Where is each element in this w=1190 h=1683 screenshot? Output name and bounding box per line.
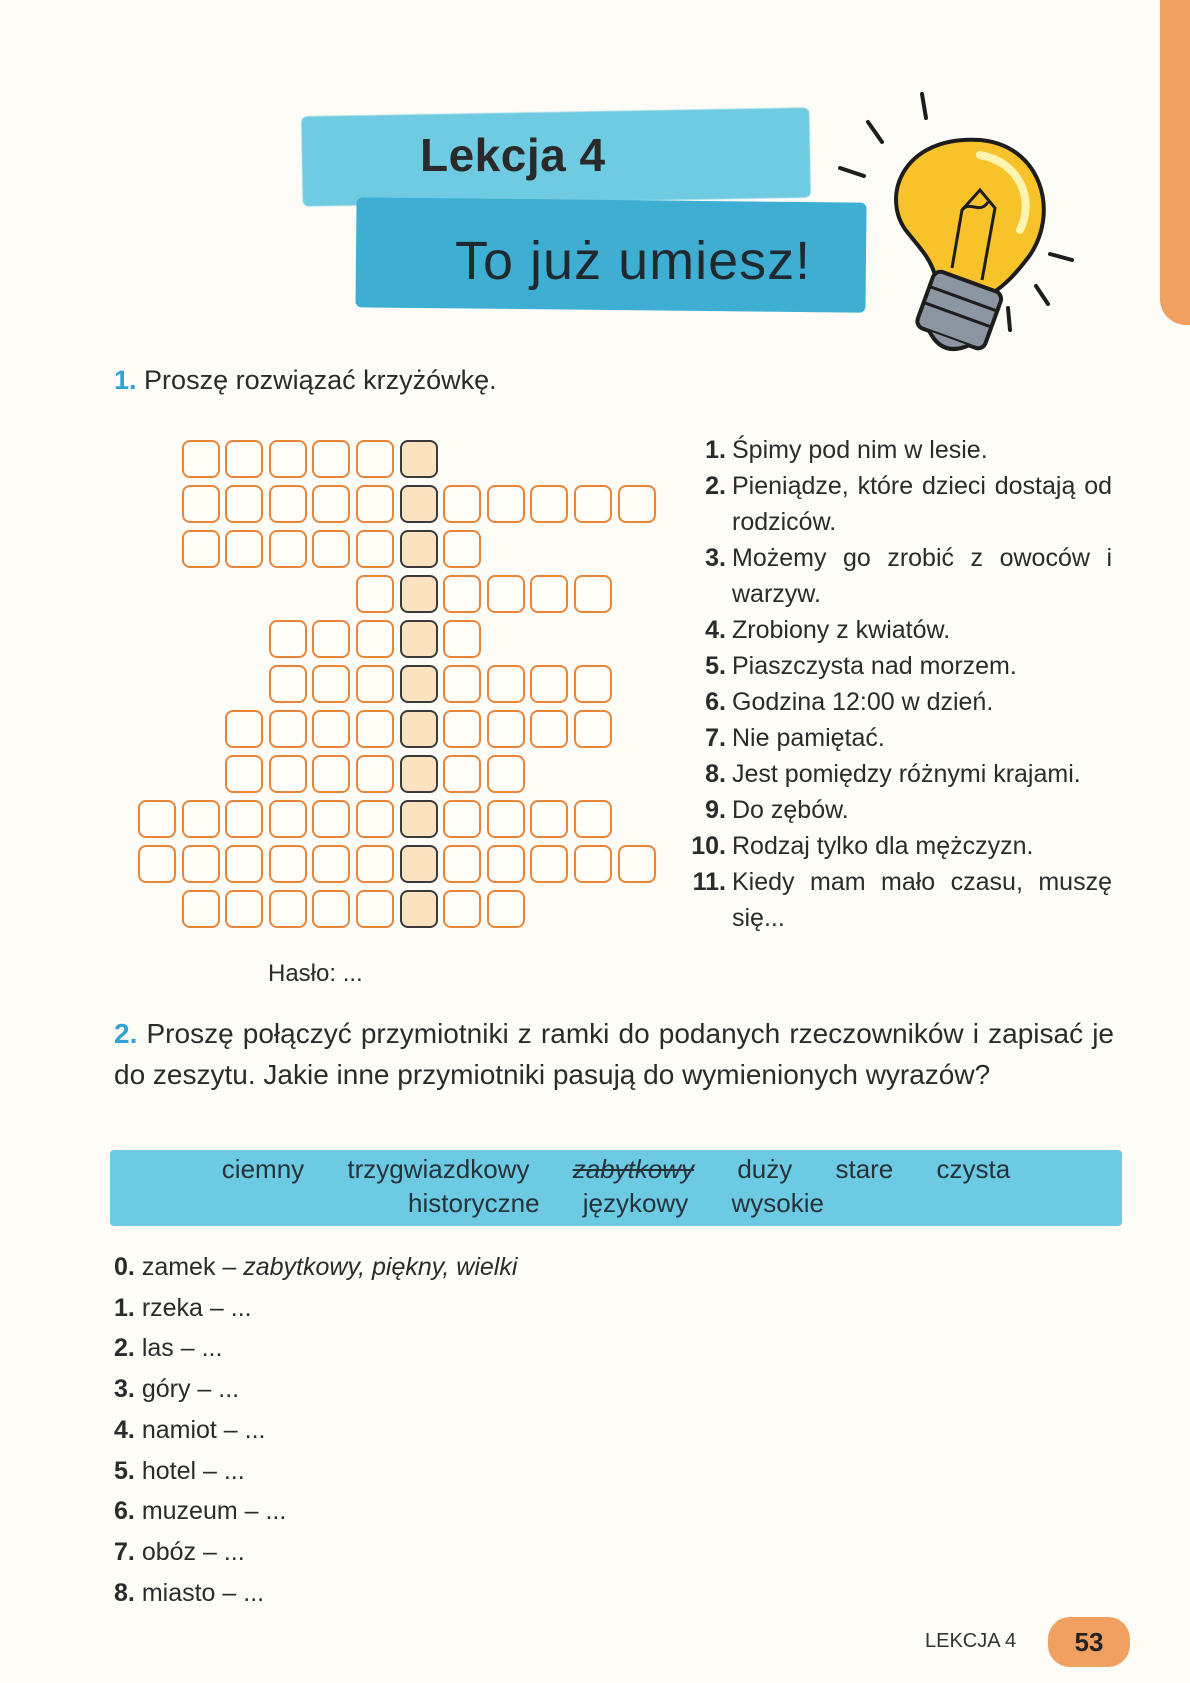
item-answer: ... [265,1497,287,1526]
crossword-cell[interactable] [225,530,263,568]
clue-number: 10. [691,832,726,860]
exercise-1-title [114,360,497,400]
clue-text: Piaszczysta nad morzem. [732,652,1017,680]
crossword-cell[interactable] [356,890,394,928]
crossword-key-cell[interactable] [400,485,438,523]
noun-item [114,1328,517,1369]
crossword-cell[interactable] [574,845,612,883]
clue-text: Pieniądze, które dzieci dostają od rodziców. [732,472,1112,536]
word-box-item: trzygwiazdkowy [347,1154,530,1184]
crossword-key-cell[interactable] [400,440,438,478]
clue-item [680,432,1112,468]
clue-number: 7. [705,724,726,752]
item-noun: obóz – [141,1537,217,1566]
crossword-key-cell[interactable] [400,890,438,928]
crossword-cell[interactable] [443,485,481,523]
crossword-cell[interactable] [312,755,350,793]
word-box-row-2 [110,1188,1122,1219]
crossword-key-cell[interactable] [400,575,438,613]
crossword-key-cell[interactable] [400,710,438,748]
crossword-cell[interactable] [618,845,656,883]
crossword-cell[interactable] [269,710,307,748]
crossword-cell[interactable] [182,890,220,928]
crossword-cell[interactable] [312,440,350,478]
noun-item [114,1369,517,1410]
crossword-key-cell[interactable] [400,845,438,883]
clue-text: Zrobiony z kwiatów. [732,616,951,644]
noun-item [114,1532,517,1573]
clue-number: 11. [692,868,726,896]
crossword-cell[interactable] [487,800,525,838]
word-box-item: ciemny [221,1154,305,1184]
crossword-cell[interactable] [269,485,307,523]
clue-text: Godzina 12:00 w dzień. [732,688,994,716]
clue-number: 4. [705,616,726,644]
noun-item [114,1491,517,1532]
crossword-cell[interactable] [269,665,307,703]
clue-text: Kiedy mam mało czasu, muszę się... [732,868,1112,932]
item-noun: miasto – [141,1578,237,1607]
crossword-cell[interactable] [356,755,394,793]
crossword-cell[interactable] [356,620,394,658]
exercise-2-title [114,1013,1114,1095]
crossword-key-cell[interactable] [400,755,438,793]
crossword-cell[interactable] [487,575,525,613]
clue-text: Śpimy pod nim w lesie. [732,436,988,464]
crossword-cell[interactable] [530,485,568,523]
item-noun: zamek – [141,1253,237,1281]
crossword-cell[interactable] [269,845,307,883]
crossword-cell[interactable] [356,800,394,838]
exercise-1-instruction: Proszę rozwiązać krzyżówkę. [144,365,497,395]
crossword-cell[interactable] [138,845,176,883]
word-box-item: stare [835,1154,894,1184]
crossword-cell[interactable] [225,710,263,748]
crossword-cell[interactable] [312,800,350,838]
crossword-cell[interactable] [312,710,350,748]
crossword-cell[interactable] [487,665,525,703]
clue-item [680,468,1112,540]
item-answer: ... [201,1334,223,1363]
word-box [110,1150,1122,1226]
crossword-cell[interactable] [530,575,568,613]
clue-list [680,432,1112,936]
item-answer: ... [218,1375,240,1404]
exercise-1-number: 1. [114,365,137,395]
crossword-cell[interactable] [530,710,568,748]
item-answer: ... [230,1293,252,1322]
exercise-2-instruction: Proszę połączyć przymiotniki z ramki do podanych rzeczowników i zapisać je do zeszytu. Jakie inne przymiotniki pasują do wymienionych wyrazów? [114,1018,1114,1090]
noun-item [114,1410,517,1451]
clue-text: Rodzaj tylko dla mężczyzn. [732,832,1034,860]
crossword-cell[interactable] [443,620,481,658]
clue-item [680,756,1112,792]
footer-lesson-label: LEKCJA 4 [925,1630,1017,1652]
crossword-cell[interactable] [312,620,350,658]
noun-item [114,1288,517,1329]
item-number: 4. [114,1415,135,1444]
clue-item [680,648,1112,684]
clue-item [680,684,1112,720]
item-number: 2. [114,1334,135,1363]
crossword-cell[interactable] [618,485,656,523]
crossword-cell[interactable] [443,710,481,748]
item-answer: ... [243,1578,265,1607]
clue-number: 1. [705,436,726,464]
noun-item [114,1451,517,1492]
crossword-cell[interactable] [443,755,481,793]
clue-text: Do zębów. [732,796,849,824]
item-answer: zabytkowy, piękny, wielki [243,1253,518,1281]
clue-number: 3. [705,544,726,572]
page-number: 53 [1048,1617,1130,1667]
clue-text: Jest pomiędzy różnymi krajami. [732,760,1081,788]
clue-item [680,792,1112,828]
word-box-item: językowy [582,1188,689,1218]
crossword-cell[interactable] [269,890,307,928]
crossword-cell[interactable] [138,800,176,838]
item-noun: góry – [141,1375,212,1404]
item-number: 5. [114,1456,135,1485]
clue-item [680,828,1112,864]
crossword-cell[interactable] [269,800,307,838]
clue-number: 9. [705,796,726,824]
clue-item [680,864,1112,936]
crossword-cell[interactable] [574,575,612,613]
crossword-cell[interactable] [356,530,394,568]
crossword-cell[interactable] [487,710,525,748]
crossword-cell[interactable] [269,440,307,478]
crossword-cell[interactable] [182,845,220,883]
crossword-cell[interactable] [487,890,525,928]
word-box-row-1 [110,1154,1122,1185]
crossword-cell[interactable] [225,485,263,523]
crossword-cell[interactable] [269,755,307,793]
crossword-cell[interactable] [574,485,612,523]
crossword-cell[interactable] [487,845,525,883]
word-box-item: wysokie [731,1188,824,1218]
crossword-cell[interactable] [182,800,220,838]
item-number: 1. [114,1293,135,1322]
crossword-cell[interactable] [269,620,307,658]
lightbulb-icon [830,90,1090,370]
item-noun: hotel – [141,1456,217,1485]
word-box-item: duży [737,1154,793,1184]
crossword-cell[interactable] [225,440,263,478]
crossword-cell[interactable] [356,710,394,748]
crossword-cell[interactable] [574,800,612,838]
clue-text: Nie pamiętać. [732,724,885,752]
item-answer: ... [223,1456,245,1485]
word-box-item: czysta [936,1154,1011,1184]
item-number: 7. [114,1537,135,1566]
crossword-key-cell[interactable] [400,665,438,703]
word-box-item-used: zabytkowy [572,1154,695,1184]
crossword-cell[interactable] [530,845,568,883]
lesson-title: Lekcja 4 [420,129,606,181]
item-noun: namiot – [141,1415,238,1444]
item-number: 0. [114,1253,135,1281]
crossword-cell[interactable] [443,800,481,838]
crossword-cell[interactable] [356,440,394,478]
crossword-cell[interactable] [356,665,394,703]
crossword-cell[interactable] [225,800,263,838]
noun-item [114,1247,517,1288]
crossword-cell[interactable] [225,890,263,928]
crossword-cell[interactable] [574,710,612,748]
clue-item [680,540,1112,612]
clue-number: 8. [705,760,726,788]
item-answer: ... [244,1415,266,1444]
crossword-cell[interactable] [312,845,350,883]
crossword-cell[interactable] [312,530,350,568]
item-noun: las – [141,1334,195,1363]
clue-item [680,720,1112,756]
crossword-cell[interactable] [182,440,220,478]
crossword-cell[interactable] [443,845,481,883]
crossword-cell[interactable] [443,665,481,703]
clue-text: Możemy go zrobić z owoców i warzyw. [732,544,1112,608]
crossword-key-cell[interactable] [400,530,438,568]
clue-number: 2. [705,472,726,500]
crossword-cell[interactable] [574,665,612,703]
noun-list [114,1247,517,1613]
crossword-cell[interactable] [356,845,394,883]
word-box-item: historyczne [408,1188,540,1218]
crossword-cell[interactable] [487,485,525,523]
page-edge-tab [1160,0,1190,325]
clue-item [680,612,1112,648]
item-answer: ... [223,1537,245,1566]
clue-number: 6. [705,688,726,716]
crossword-cell[interactable] [487,755,525,793]
item-number: 6. [114,1497,135,1526]
crossword-cell[interactable] [312,665,350,703]
crossword-cell[interactable] [312,890,350,928]
crossword-cell[interactable] [443,575,481,613]
crossword-cell[interactable] [225,845,263,883]
crossword-cell[interactable] [530,665,568,703]
crossword-cell[interactable] [530,800,568,838]
crossword-cell[interactable] [443,890,481,928]
crossword-cell[interactable] [182,530,220,568]
crossword-cell[interactable] [443,530,481,568]
noun-item [114,1573,517,1614]
clue-number: 5. [705,652,726,680]
item-noun: rzeka – [141,1293,224,1322]
exercise-2-number: 2. [114,1018,138,1049]
lesson-subtitle: To już umiesz! [455,231,812,291]
password-label: Hasło: ... [268,960,363,987]
crossword-cell[interactable] [356,485,394,523]
crossword-cell[interactable] [269,530,307,568]
crossword-cell[interactable] [356,575,394,613]
crossword-key-cell[interactable] [400,800,438,838]
item-number: 3. [114,1375,135,1404]
crossword-cell[interactable] [182,485,220,523]
item-number: 8. [114,1578,135,1607]
crossword-key-cell[interactable] [400,620,438,658]
crossword-cell[interactable] [312,485,350,523]
item-noun: muzeum – [141,1497,259,1526]
crossword-cell[interactable] [225,755,263,793]
